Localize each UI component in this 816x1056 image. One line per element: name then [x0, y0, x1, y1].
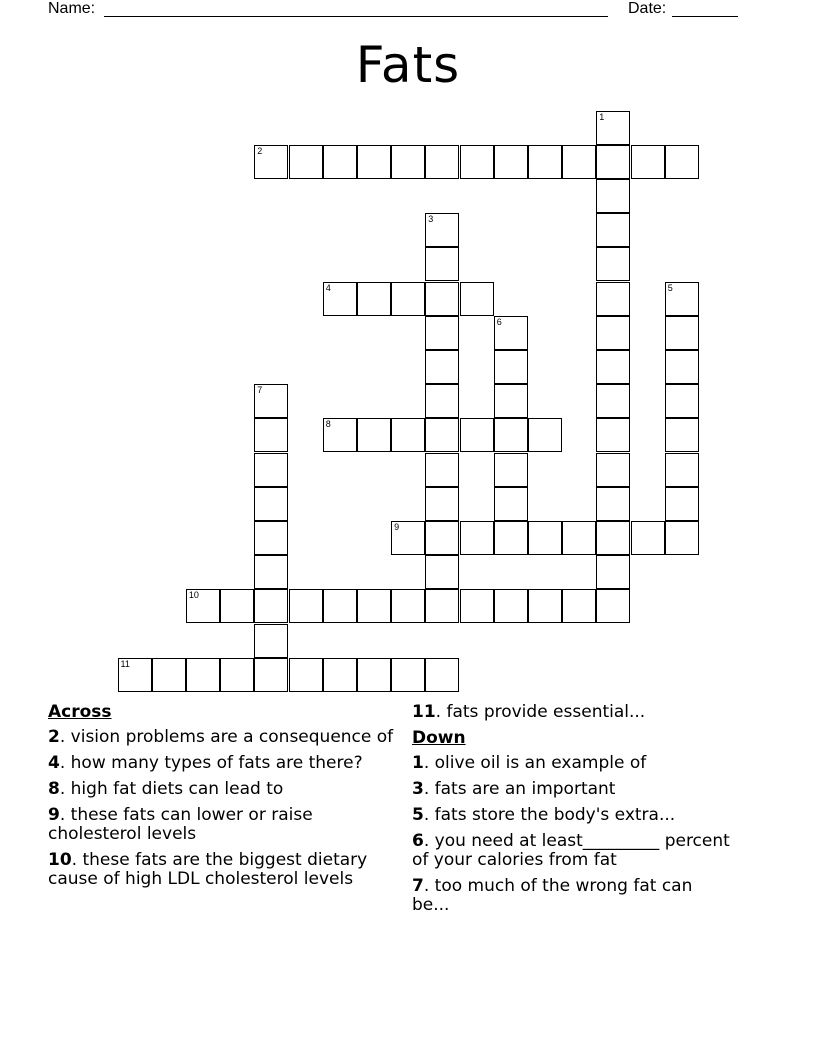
clue-number: 7: [412, 876, 424, 896]
crossword-cell[interactable]: [425, 555, 459, 589]
crossword-cell[interactable]: [425, 213, 459, 247]
crossword-cell[interactable]: [186, 658, 220, 692]
crossword-cell[interactable]: [425, 316, 459, 350]
down-clue: 5. fats store the body's extra...: [412, 805, 676, 825]
cell-number: 5: [667, 282, 673, 293]
clues-right-column: [412, 703, 732, 922]
crossword-cell[interactable]: [596, 247, 630, 281]
down-clue: 6. you need at least_________ percent of your calories from fat: [412, 831, 730, 870]
cell-number: 2: [257, 145, 263, 156]
down-clue: 3. fats are an important: [412, 779, 616, 799]
crossword-cell[interactable]: [391, 658, 425, 692]
crossword-cell[interactable]: [254, 487, 288, 521]
crossword-cell[interactable]: [460, 282, 494, 316]
down-clue: 7. too much of the wrong fat can be...: [412, 876, 693, 915]
clue-number: 4: [48, 753, 60, 773]
across-clue: 2. vision problems are a consequence of: [48, 727, 394, 747]
crossword-cell[interactable]: [665, 282, 699, 316]
crossword-cell[interactable]: [460, 145, 494, 179]
crossword-cell[interactable]: [494, 316, 528, 350]
cell-number: 6: [496, 316, 502, 327]
clue-text: these fats can lower or raise cholesterol levels: [48, 805, 313, 844]
clue-text: high fat diets can lead to: [70, 779, 284, 799]
crossword-cell[interactable]: [391, 145, 425, 179]
crossword-cell[interactable]: [425, 418, 459, 452]
crossword-cell[interactable]: [494, 521, 528, 555]
crossword-cell[interactable]: [357, 658, 391, 692]
crossword-cell[interactable]: [596, 316, 630, 350]
crossword-cell[interactable]: [494, 350, 528, 384]
crossword-cell[interactable]: [289, 145, 323, 179]
crossword-cell[interactable]: [596, 453, 630, 487]
crossword-cell[interactable]: [494, 145, 528, 179]
crossword-cell[interactable]: [254, 555, 288, 589]
crossword-cell[interactable]: [528, 589, 562, 623]
crossword-cell[interactable]: [596, 589, 630, 623]
crossword-cell[interactable]: [425, 384, 459, 418]
crossword-cell[interactable]: [528, 145, 562, 179]
crossword-cell[interactable]: [425, 453, 459, 487]
crossword-cell[interactable]: [391, 589, 425, 623]
crossword-cell[interactable]: [665, 350, 699, 384]
clue-number: 2: [48, 727, 60, 747]
crossword-cell[interactable]: [152, 658, 186, 692]
page-title: Fats: [355, 36, 461, 94]
crossword-cell[interactable]: [631, 521, 665, 555]
crossword-cell[interactable]: [596, 521, 630, 555]
clue-text: fats store the body's extra...: [434, 805, 676, 825]
clue-number: 11: [412, 702, 436, 722]
crossword-cell[interactable]: [254, 521, 288, 555]
cell-number: 9: [394, 521, 400, 532]
clue-text: you need at least_________ percent of your calories from fat: [412, 831, 730, 870]
crossword-cell[interactable]: [323, 282, 357, 316]
crossword-cell[interactable]: [391, 521, 425, 555]
down-clue: 1. olive oil is an example of: [412, 753, 647, 773]
crossword-cell[interactable]: [665, 316, 699, 350]
crossword-cell[interactable]: [323, 418, 357, 452]
cell-number: 10: [188, 590, 199, 601]
crossword-cell[interactable]: [254, 145, 288, 179]
cell-number: 1: [599, 111, 605, 122]
crossword-cell[interactable]: [596, 282, 630, 316]
cell-number: 3: [428, 214, 434, 225]
crossword-cell[interactable]: [391, 418, 425, 452]
crossword-cell[interactable]: [357, 589, 391, 623]
crossword-cell[interactable]: [425, 589, 459, 623]
crossword-cell[interactable]: [494, 589, 528, 623]
cell-number: 7: [257, 385, 263, 396]
clues-left-column: [48, 703, 400, 896]
crossword-cell[interactable]: [254, 589, 288, 623]
crossword-cell[interactable]: [460, 521, 494, 555]
clue-text: fats provide essential...: [446, 702, 646, 722]
across-clue: 8. high fat diets can lead to: [48, 779, 284, 799]
crossword-cell[interactable]: [425, 487, 459, 521]
crossword-cell[interactable]: [254, 453, 288, 487]
crossword-cell[interactable]: [596, 384, 630, 418]
crossword-cell[interactable]: [425, 145, 459, 179]
crossword-cell[interactable]: [665, 521, 699, 555]
crossword-cell[interactable]: [562, 145, 596, 179]
clue-number: 1: [412, 753, 424, 773]
crossword-cell[interactable]: [186, 589, 220, 623]
crossword-cell[interactable]: [596, 179, 630, 213]
crossword-cell[interactable]: [665, 384, 699, 418]
crossword-cell[interactable]: [631, 145, 665, 179]
crossword-cell[interactable]: [596, 213, 630, 247]
across-clue: 10. these fats are the biggest dietary cause of high LDL cholesterol levels: [48, 850, 368, 889]
crossword-cell[interactable]: [357, 145, 391, 179]
clue-text: how many types of fats are there?: [70, 753, 363, 773]
crossword-cell[interactable]: [528, 418, 562, 452]
crossword-cell[interactable]: [425, 658, 459, 692]
crossword-cell[interactable]: [596, 418, 630, 452]
across-heading: Across: [48, 702, 112, 722]
crossword-cell[interactable]: [596, 350, 630, 384]
crossword-cell[interactable]: [425, 247, 459, 281]
crossword-cell[interactable]: [665, 418, 699, 452]
crossword-cell[interactable]: [425, 282, 459, 316]
name-label: Name:: [48, 0, 96, 17]
crossword-cell[interactable]: [562, 521, 596, 555]
crossword-cell[interactable]: [425, 350, 459, 384]
crossword-cell[interactable]: [254, 624, 288, 658]
clue-text: these fats are the biggest dietary cause of high LDL cholesterol levels: [48, 850, 368, 889]
crossword-cell[interactable]: [425, 521, 459, 555]
crossword-cell[interactable]: [494, 487, 528, 521]
crossword-cell[interactable]: [596, 555, 630, 589]
crossword-cell[interactable]: [220, 658, 254, 692]
clue-number: 10: [48, 850, 72, 870]
crossword-cell[interactable]: [665, 145, 699, 179]
crossword-cell[interactable]: [254, 658, 288, 692]
crossword-cell[interactable]: [562, 589, 596, 623]
crossword-cell[interactable]: [323, 589, 357, 623]
crossword-cell[interactable]: [254, 384, 288, 418]
crossword-cell[interactable]: [220, 589, 254, 623]
crossword-cell[interactable]: [289, 658, 323, 692]
crossword-cell[interactable]: [528, 521, 562, 555]
crossword-cell[interactable]: [665, 487, 699, 521]
crossword-cell[interactable]: [494, 418, 528, 452]
crossword-cell[interactable]: [391, 282, 425, 316]
clue-text: fats are an important: [434, 779, 616, 799]
crossword-cell[interactable]: [665, 453, 699, 487]
cell-number: 11: [120, 658, 130, 669]
clue-number: 9: [48, 805, 60, 825]
clue-text: too much of the wrong fat can be...: [412, 876, 693, 915]
down-heading: Down: [412, 728, 466, 748]
cell-number: 4: [325, 282, 331, 293]
cell-number: 8: [325, 419, 331, 430]
crossword-cell[interactable]: [596, 487, 630, 521]
crossword-cell[interactable]: [323, 145, 357, 179]
crossword-cell[interactable]: [596, 145, 630, 179]
clue-number: 5: [412, 805, 424, 825]
clue-text: olive oil is an example of: [434, 753, 647, 773]
clue-text: vision problems are a consequence of: [70, 727, 394, 747]
crossword-cell[interactable]: [494, 453, 528, 487]
crossword-cell[interactable]: [494, 384, 528, 418]
clue-number: 6: [412, 831, 424, 851]
across-clue: 4. how many types of fats are there?: [48, 753, 363, 773]
crossword-cell[interactable]: [596, 111, 630, 145]
crossword-cell[interactable]: [323, 658, 357, 692]
across-clue: 9. these fats can lower or raise cholesterol levels: [48, 805, 313, 844]
crossword-cell[interactable]: [289, 589, 323, 623]
clue-number: 8: [48, 779, 60, 799]
date-label: Date:: [628, 0, 667, 17]
crossword-cell[interactable]: [254, 418, 288, 452]
across-clue: 11. fats provide essential...: [412, 702, 646, 722]
crossword-cell[interactable]: [357, 282, 391, 316]
crossword-cell[interactable]: [357, 418, 391, 452]
crossword-cell[interactable]: [460, 589, 494, 623]
crossword-cell[interactable]: [118, 658, 152, 692]
crossword-cell[interactable]: [460, 418, 494, 452]
clue-number: 3: [412, 779, 424, 799]
